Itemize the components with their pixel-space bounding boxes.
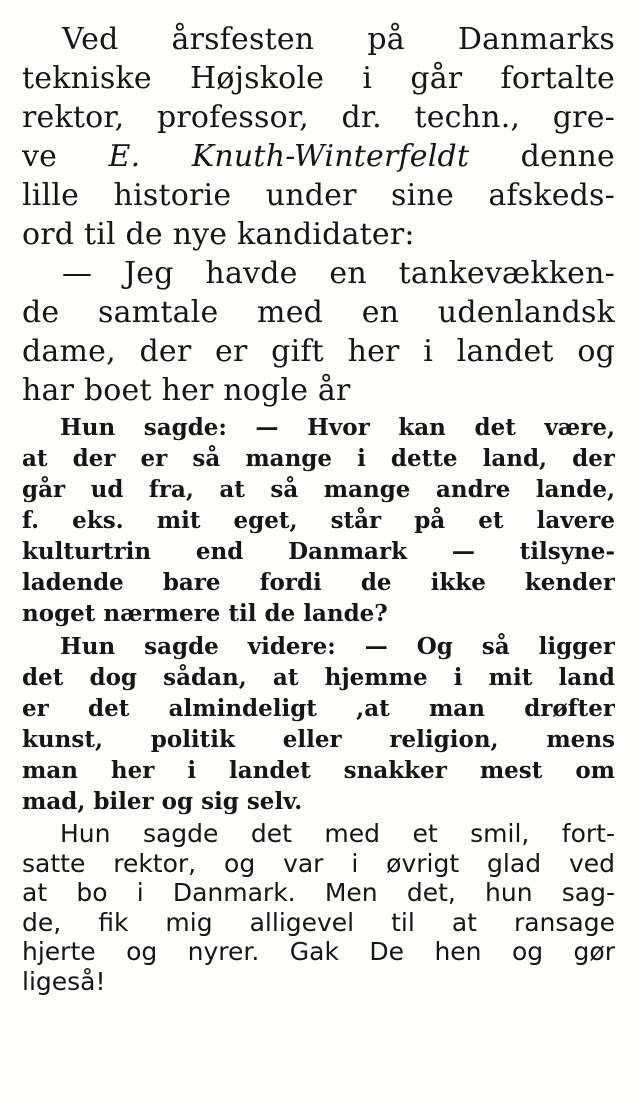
text-line: det dog sådan, at hjemme i mit land [22,664,615,691]
text-line: Hun sagde: — Hvor kan det være, [60,414,615,441]
text-line: de, fik mig alligevel til at ransage [22,907,615,937]
text-line: er det almindeligt ,at man drøfter [22,695,615,722]
text-line: de samtale med en udenlandsk [22,295,615,330]
text-line: at bo i Danmark. Men det, hun sag- [22,878,615,907]
text-line: noget nærmere til de lande? [22,600,388,627]
text-line: ord til de nye kandidater: [22,217,415,252]
text-line: satte rektor, og var i øvrigt glad ved [22,848,615,878]
text-line: ladende bare fordi de ikke kender [22,569,615,596]
text-line: rektor, professor, dr. techn., gre- [22,100,615,135]
text-line: ligeså! [22,966,106,996]
text-line: kulturtrin end Danmark — tilsyne- [22,538,615,565]
text-fragment: denne [520,139,615,174]
text-line: Hun sagde det med et smil, fort- [60,819,615,848]
text-line: at der er så mange i dette land, der [22,445,615,472]
text-line: — Jeg havde en tankevækken- [62,256,615,291]
text-line: Hun sagde videre: — Og så ligger [60,633,615,660]
text-line: tekniske Højskole i går fortalte [22,61,615,96]
text-fragment: ve [22,139,58,174]
text-line: går ud fra, at så mange andre lande, [22,476,615,503]
quote-paragraph [22,254,615,410]
text-line: kunst, politik eller religion, mens [22,726,615,753]
text-line: hjerte og nyrer. Gak De hen og gør [22,937,615,966]
intro-paragraph [22,20,615,254]
text-line: man her i landet snakker mest om [22,757,615,784]
bold-paragraph-1 [22,412,615,629]
text-line: dame, der er gift her i landet og [22,334,615,369]
text-line: Ved årsfesten på Danmarks [62,22,615,57]
bold-paragraph-2 [22,631,615,817]
text-line: f. eks. mit eget, står på et lavere [22,507,615,534]
text-line: har boet her nogle år [22,373,351,408]
person-name: E. Knuth-Winterfeldt [108,139,470,174]
text-line-with-name [22,137,615,176]
closing-paragraph [22,819,615,996]
text-line: lille historie under sine afskeds- [22,178,615,213]
text-line: mad, biler og sig selv. [22,788,303,815]
